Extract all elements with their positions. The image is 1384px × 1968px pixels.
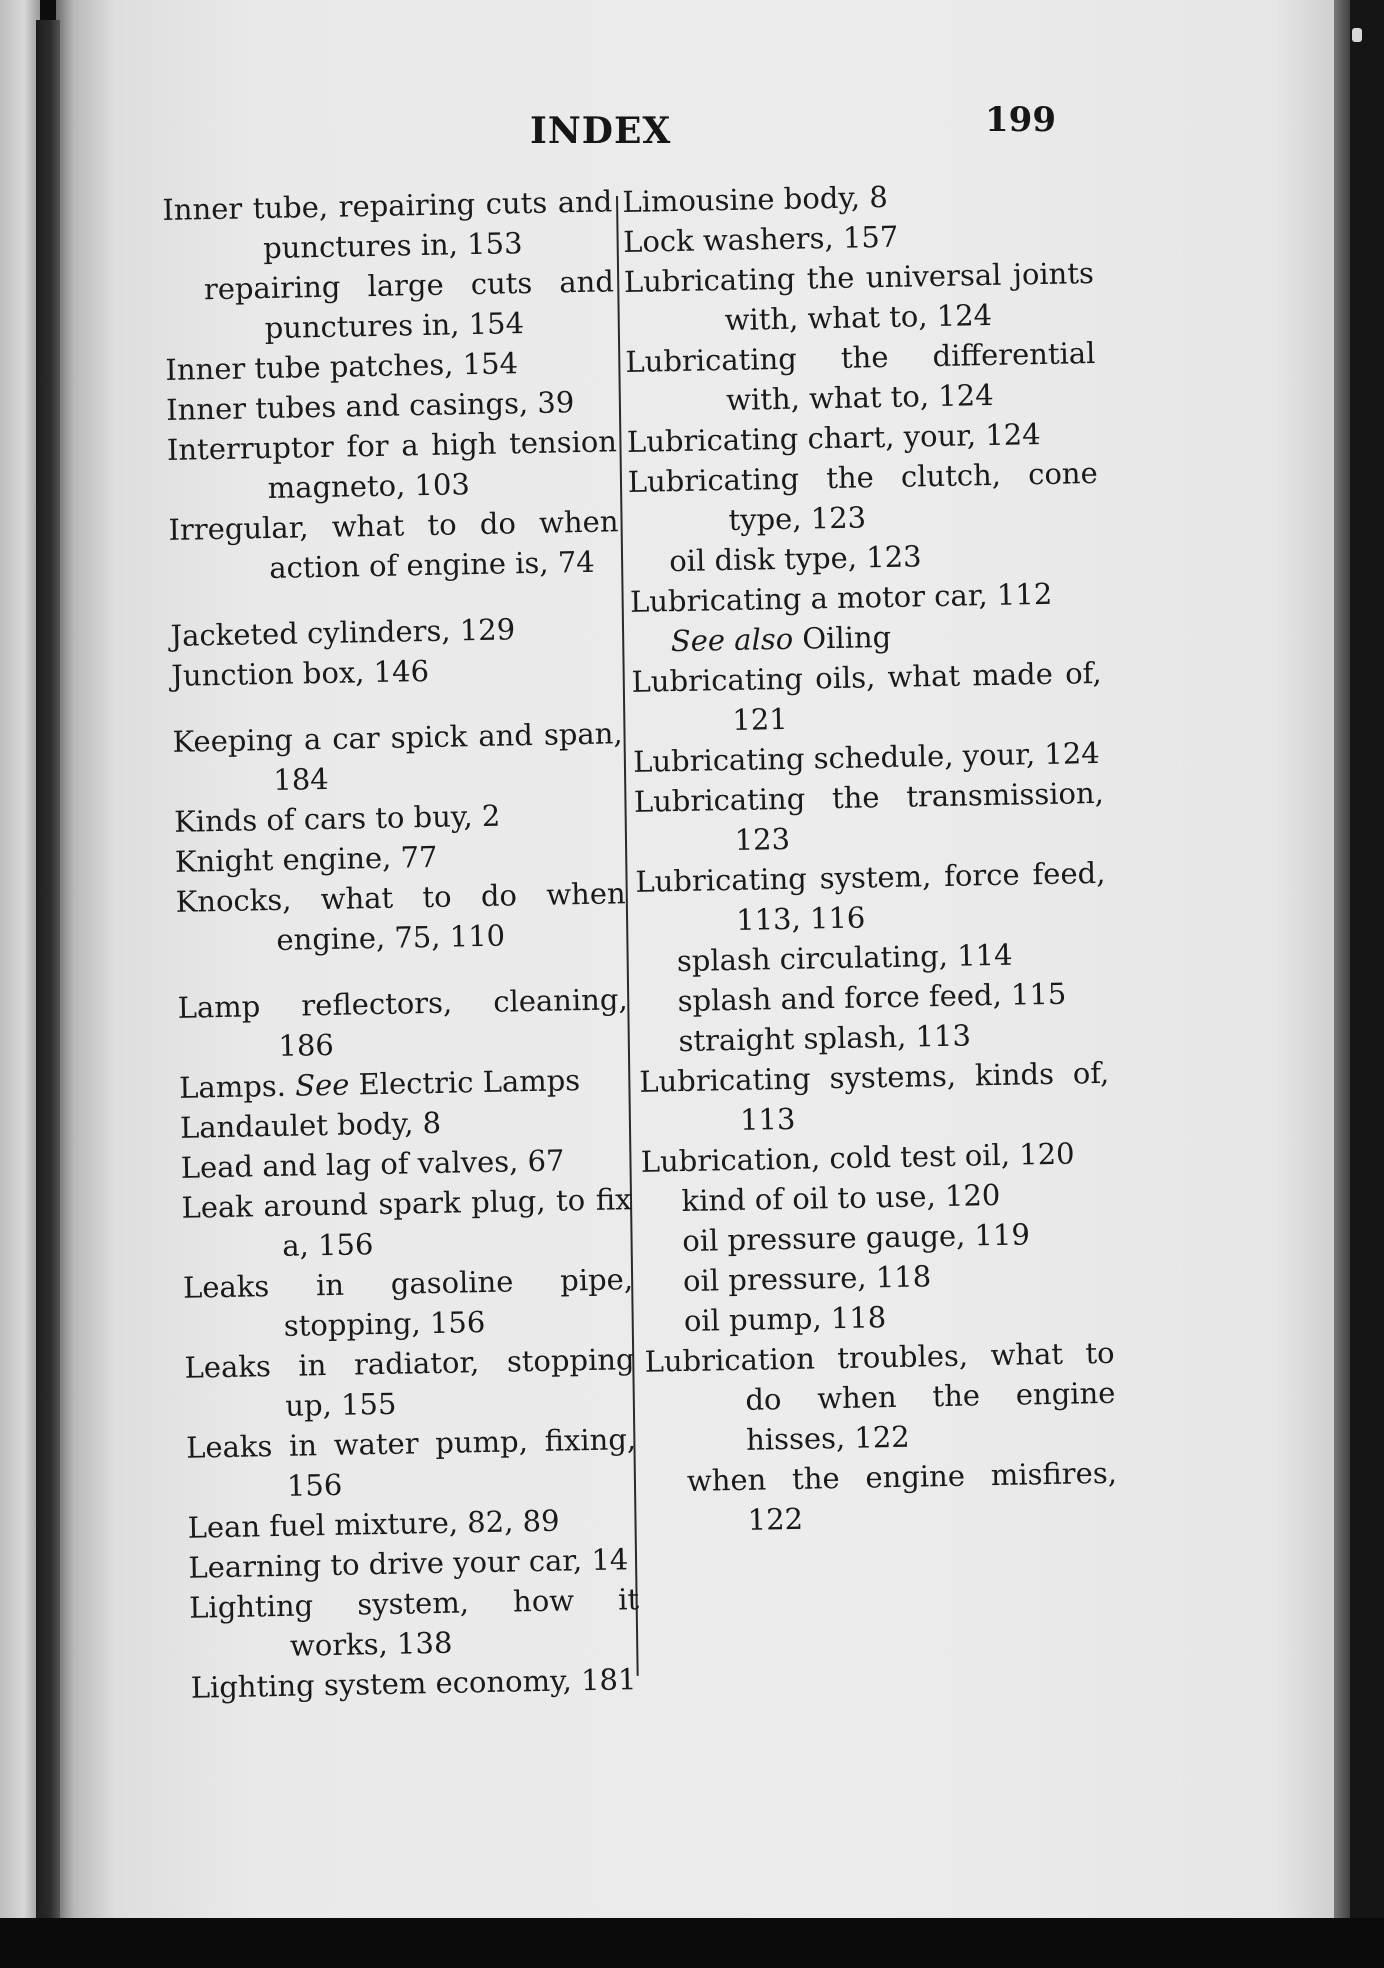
index-entry: Interruptor for a high tension magneto, 103 [166,424,618,506]
entry-heading: Lamps. [178,1068,287,1105]
see-also-target: Oiling [802,619,892,656]
index-subentry: oil disk type, 123 [668,539,922,579]
index-subentry: when the engine misfires, 122 [686,1455,1118,1537]
index-entry: Leaks in gasoline pipe, stopping, 156 [182,1262,634,1343]
index-subentry: splash and force feed, 115 [677,976,1067,1019]
index-subentry: oil pressure, 118 [682,1259,932,1299]
index-entry: Lighting system economy, 181 [190,1662,637,1705]
scan-border [0,1918,1384,1968]
page-number: 199 [985,100,1056,140]
index-entry: Limousine body, 8 [622,179,889,219]
index-entry: Lubricating schedule, your, 124 [632,735,1100,779]
index-entry: Leaks in water pump, fixing, 156 [185,1422,637,1503]
previous-page-edge [0,0,40,1968]
book-cover [1350,0,1384,1968]
index-column-left [162,181,641,1707]
index-entry: Knight engine, 77 [174,839,438,879]
index-column-right [622,173,1118,1542]
index-entry: Lubrication, cold test oil, 120 [640,1136,1075,1179]
index-entry: Lighting system, how it works, 138 [188,1582,640,1663]
index-subentry: oil pressure gauge, 119 [682,1217,1031,1259]
index-entry: Lubricating the differential with, what to, 124 [625,335,1096,418]
index-entry: Lead and lag of valves, 67 [180,1143,565,1185]
index-entry: Irregular, what to do when action of engine is, 74 [168,504,619,586]
index-entry: Lubricating system, force feed, 113, 116 [635,855,1106,937]
index-entry: Lamp reflectors, cleaning, 186 [177,982,628,1063]
index-entry: Inner tube patches, 154 [165,346,519,387]
see-also-label: See also [670,621,794,659]
index-entry: Lubrication troubles, what to do when the engine hisses, 122 [644,1335,1116,1457]
index-subentry: kind of oil to use, 120 [681,1177,1001,1219]
index-entry: Knocks, what to do when engine, 75, 110 [175,876,626,957]
index-entry: Learning to drive your car, 14 [188,1542,629,1585]
index-subentry: repairing large cuts and punctures in, 154 [203,264,615,346]
index-entry: Lock washers, 157 [622,219,899,259]
index-subentry: straight splash, 113 [678,1018,972,1059]
index-entry: Junction box, 146 [171,653,430,693]
running-head: INDEX [530,110,672,152]
index-entry: Lubricating chart, your, 124 [626,417,1041,459]
index-entry: Leaks in radiator, stopping up, 155 [184,1342,635,1423]
index-subentry: splash circulating, 114 [676,937,1013,979]
index-entry: Lubricating systems, kinds of, 113 [638,1055,1110,1137]
index-entry: Inner tubes and casings, 39 [165,385,575,427]
index-entry: Lubricating the universal joints with, what to, 124 [623,255,1095,338]
index-entry: Inner tube, repairing cuts and punctures in, 153 [162,184,613,266]
index-entry: Kinds of cars to buy, 2 [173,798,501,839]
index-subentry: oil pump, 118 [683,1300,887,1339]
index-entry: Leak around spark plug, to fix a, 156 [181,1182,632,1263]
index-entry: Lean fuel mixture, 82, 89 [187,1503,560,1545]
index-entry: Landaulet body, 8 [179,1105,442,1145]
see-reference-target: Electric Lamps [358,1063,581,1102]
index-entry: Lubricating the transmission, 123 [633,775,1105,857]
index-entry: Lubricating the clutch, cone type, 123 [627,455,1098,538]
gutter-shadow [36,20,60,1940]
index-entry: Lubricating a motor car, 112 [629,576,1053,619]
cover-mark [1352,28,1362,42]
index-entry: Lubricating oils, what made of, 121 [631,655,1102,737]
index-entry: Keeping a car spick and span, 184 [172,716,623,797]
index-entry: Jacketed cylinders, 129 [170,612,516,653]
see-reference-label: See [294,1067,350,1103]
